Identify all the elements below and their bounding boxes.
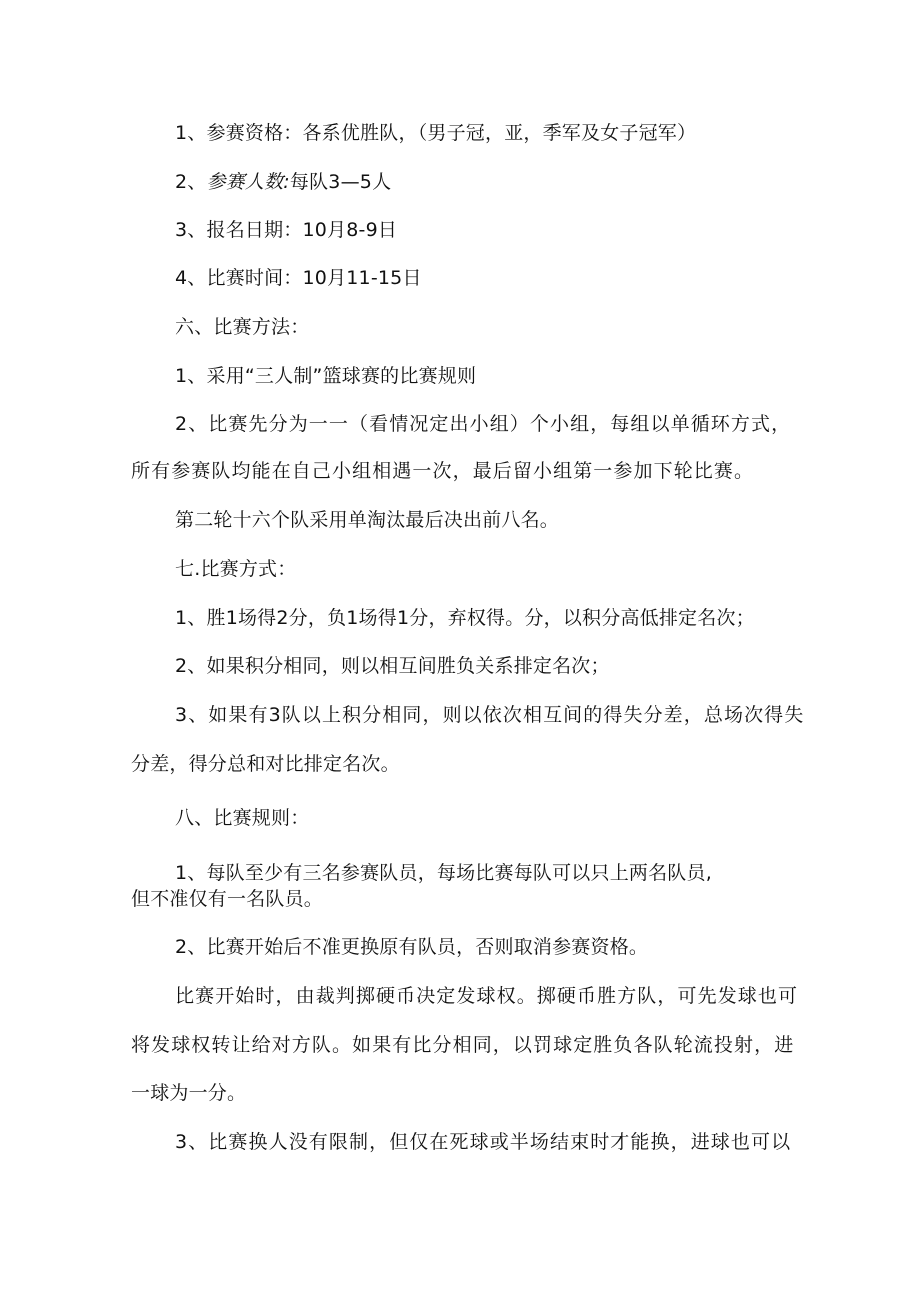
section-seven-heading: 七.比赛方式： [175, 558, 297, 580]
participants-line [175, 170, 391, 194]
section-eight-item-1-line-2: 但不准仅有一名队员。 [131, 888, 324, 910]
eligibility-line: 1、参赛资格：各系优胜队，（男子冠，亚，季军及女子冠军） [175, 122, 697, 144]
section-six-heading: 六、比赛方法： [175, 316, 310, 338]
coin-toss-paragraph-line-2: 将发球权转让给对方队。如果有比分相同，以罚球定胜负各队轮流投射，进 [131, 1034, 795, 1056]
section-six-item-2-line-1: 2、比赛先分为一一（看情况定出小组）个小组，每组以单循环方式， [175, 413, 792, 435]
section-six-item-2-line-2: 所有参赛队均能在自己小组相遇一次，最后留小组第一参加下轮比赛。 [131, 460, 755, 482]
section-six-item-1: 1、采用“三人制”篮球赛的比赛规则 [175, 365, 477, 387]
section-eight-item-2: 2、比赛开始后不准更换原有队员，否则取消参赛资格。 [175, 936, 649, 958]
section-seven-item-3-line-2: 分差，得分总和对比排定名次。 [131, 753, 400, 775]
section-seven-item-1: 1、胜1场得2分，负1场得1分，弃权得。分，以积分高低排定名次； [175, 607, 755, 629]
section-eight-heading: 八、比赛规则： [175, 807, 310, 829]
section-eight-item-1-line-1: 1、每队至少有三名参赛队员，每场比赛每队可以只上两名队员, [175, 862, 712, 884]
section-seven-item-3-line-1: 3、如果有3队以上积分相同，则以依次相互间的得失分差，总场次得失 [175, 704, 805, 726]
coin-toss-paragraph-line-1: 比赛开始时，由裁判掷硬币决定发球权。掷硬币胜方队，可先发球也可 [175, 985, 799, 1007]
match-time-line: 4、比赛时间：10月11-15日 [175, 267, 422, 289]
section-eight-item-3: 3、比赛换人没有限制，但仅在死球或半场结束时才能换，进球也可以 [175, 1131, 792, 1153]
section-seven-item-2: 2、如果积分相同，则以相互间胜负关系排定名次； [175, 655, 610, 677]
registration-date-line: 3、报名日期：10月8-9日 [175, 219, 398, 241]
participants-value: 每队3—5人 [289, 171, 392, 193]
section-six-item-3: 第二轮十六个队采用单淘汰最后决出前八名。 [175, 509, 560, 531]
coin-toss-paragraph-line-3: 一球为一分。 [131, 1082, 247, 1104]
participants-prefix: 2、 [175, 171, 207, 193]
participants-label: 参赛人数: [206, 171, 290, 193]
